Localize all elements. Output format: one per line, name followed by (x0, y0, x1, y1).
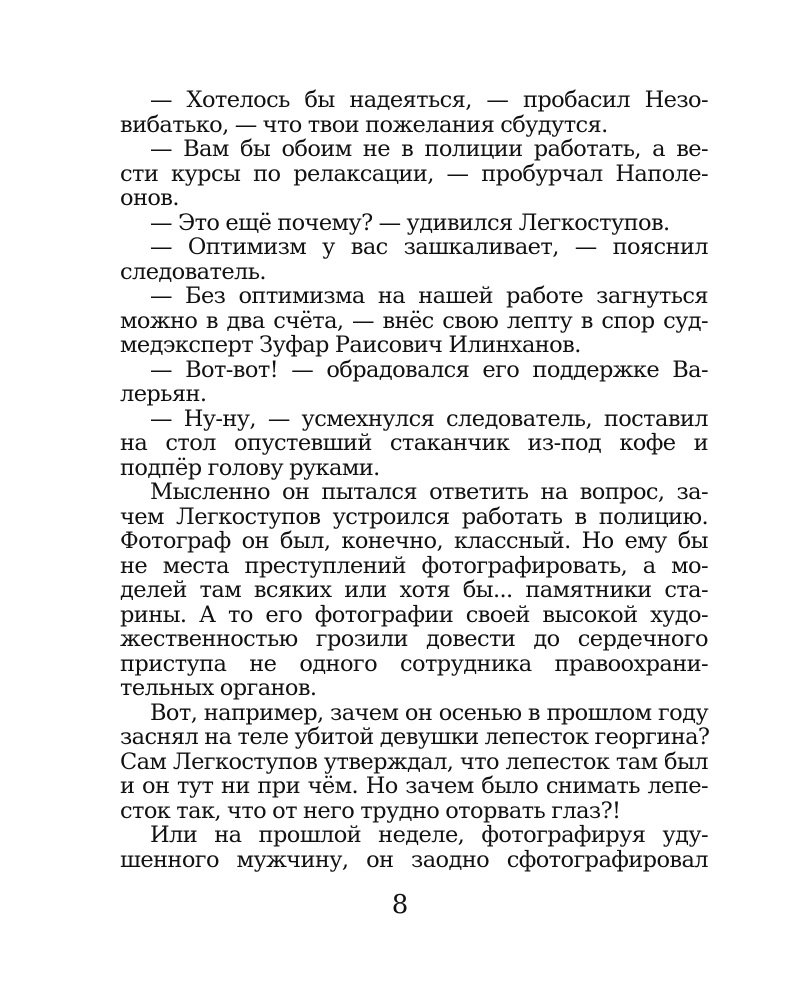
text-line: шенного мужчину, он заодно сфотографировал (120, 846, 708, 873)
text-line: чем Легкоступов устроился работать в полицию. (120, 503, 708, 530)
text-line: сток так, что от него трудно оторвать глаз?! (120, 797, 621, 824)
text-line: подпёр голову руками. (120, 454, 380, 481)
text-line: на стол опустевший стаканчик из-под кофе и (120, 430, 708, 456)
text-line: тельных органов. (120, 675, 317, 701)
text-line: — Без оптимизма на нашей работе загнуться (150, 283, 708, 309)
text-line: — Ну-ну, — усмехнулся следователь, поставил (150, 405, 708, 432)
text-line: Сам Легкоступов утверждал, что лепесток там был (120, 748, 708, 775)
text-line: вибатько, — что твои пожелания сбудутся. (120, 111, 608, 138)
text-line: лерьян. (120, 381, 207, 407)
text-line: Мысленно он пытался ответить на вопрос, за- (150, 479, 708, 505)
page-number: 8 (391, 890, 409, 920)
text-line: Фотограф он был, конечно, классный. Но ему бы (120, 528, 708, 554)
text-line: — Оптимизм у вас зашкаливает, — пояснил (150, 234, 708, 260)
text-line: — Вот-вот! — обрадовался его поддержке Ва- (150, 356, 708, 383)
text-line: делей там всяких или хотя бы... памятники ста- (120, 577, 708, 603)
text-line: Вот, например, зачем он осенью в прошлом году (150, 699, 708, 726)
text-line: следователь. (120, 258, 266, 285)
text-line: — Это ещё почему? — удивился Легкоступов. (150, 209, 670, 236)
text-line: можно в два счёта, — внёс свою лепту в спор суд- (120, 307, 708, 334)
text-line: заснял на теле убитой девушки лепесток георгина? (120, 724, 710, 750)
text-line: медэксперт Зуфар Раисович Илинханов. (120, 332, 581, 358)
text-line: и он тут ни при чём. Но зачем было снимать лепе- (120, 773, 708, 799)
text-line: — Вам бы обоим не в полиции работать, а ве- (150, 136, 708, 162)
text-line: онов. (120, 185, 179, 211)
text-line: Или на прошлой неделе, фотографируя уду- (150, 822, 708, 848)
text-line: не места преступлений фотографировать, а мо- (120, 552, 708, 579)
text-line: рины. А то его фотографии своей высокой худо- (120, 601, 708, 628)
text-line: жественностью грозили довести до сердечного (120, 626, 708, 652)
page-text-body (120, 88, 708, 872)
text-line: сти курсы по релаксации, — пробурчал Наполе- (120, 160, 708, 187)
text-line: приступа не одного сотрудника правоохрани- (120, 650, 708, 677)
text-line: — Хотелось бы надеяться, — пробасил Незо- (150, 87, 708, 113)
